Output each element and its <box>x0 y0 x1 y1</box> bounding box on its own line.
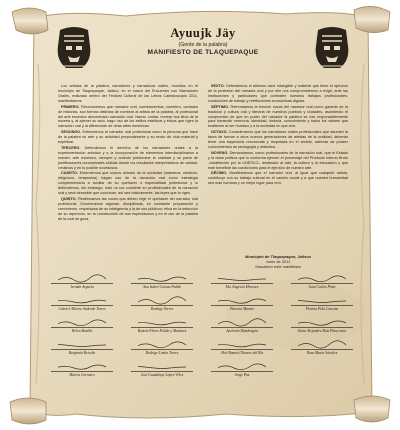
section-text: Consideramos que los narradores orales profesionales que asumen la tarea de formar a otros nuevos generaciones de artistas de la oralidad, deberán tener una trayectoria reconocida y respetada en el ámbito, además de poseer conocimientos de pedagogía y didáctica. <box>208 130 348 150</box>
signatory-name: Jermán Argueta <box>70 284 94 289</box>
handwritten-signature <box>52 318 112 327</box>
section-paragraph <box>208 151 348 171</box>
signatory-name: Jorge Paz <box>234 372 250 377</box>
handwritten-signature <box>212 318 272 327</box>
section-text: Defendemos el derecho de los narradores orales a la experimentación artística y a la incorporación de elementos interdisciplinarios a nuestro arte escénico, siempre y cuando predomine la oralidad y se parta de justificaciones conceptuales sólidas donde los resultados interpretativos de calidad, creativos y en lo posible novedosos. <box>58 145 199 170</box>
parchment-scroll <box>6 4 394 426</box>
closing-block <box>208 254 348 269</box>
signatory-name: Rosa María Sánchez <box>306 350 338 355</box>
signatory-name: Ana Isabel Cuevas Pulido <box>142 284 182 289</box>
section-text: Refrendamos la función social del narrador oral como garante de la tradición y cultura oral y literaria de nuestros pueblos y ciudades, asumiendo el compromiso de que en poder del narrador la palabra se use responsablemente para transmitir memoria, identidad, historia, conocimiento y todos los valores que enaltecen al ser humano y a la sociedad en que vive. <box>208 104 348 129</box>
left-column <box>58 84 198 223</box>
signatory-name: Abel Ramos Olivares del Río <box>220 350 264 355</box>
tribal-face-logo-icon <box>312 26 352 72</box>
signatory-name: Beatriz Flores Pulido y Martinez <box>137 328 187 333</box>
signatory-name: Rodrigo Torres <box>150 306 174 311</box>
handwritten-signature <box>132 318 192 327</box>
section-text: Reconocemos que narrador oral, cuentacuentos, cuentero, contador de historias, son formas distintas de nombrar al artista de la palabra, al profesional del arte escénico denominado narración oral. Narrar, contar, recrear nos lleva de la escena y, al ejercer su acto, hago uso de los estilos estéticos y éticos que rigen la narración oral y la diferencian de otras artes escénicas. <box>58 104 198 129</box>
signatory-name: José Guadalupe López Vélez <box>140 372 184 377</box>
signature <box>44 274 120 292</box>
handwritten-signature <box>292 274 352 283</box>
section-paragraph <box>58 197 198 222</box>
section-label: CUARTO. <box>61 171 79 176</box>
signature <box>284 318 360 336</box>
handwritten-signature <box>52 274 112 283</box>
section-label: TERCERO. <box>61 145 81 150</box>
signature <box>124 340 200 358</box>
handwritten-signature <box>52 362 112 371</box>
handwritten-signature <box>212 274 272 283</box>
signatory-name: Ma. Eugenia Meneses <box>225 284 259 289</box>
section-paragraph <box>58 130 198 145</box>
closing-date: Junio de 2011 <box>265 259 291 264</box>
section-label: PRIMERO. <box>61 104 80 109</box>
signature <box>44 340 120 358</box>
section-text: Manifestamos que el narrador oral, al igual que cualquier artista, contribuye con su trabajo cultural en el cambio social y a que nuestra humanidad sea más humana y un mejor lugar para vivir. <box>208 171 348 186</box>
signatory-name: Marcia Carrasco <box>69 372 95 377</box>
section-label: OCTAVO. <box>211 130 228 135</box>
signature <box>284 296 360 314</box>
handwritten-signature <box>292 318 352 327</box>
signatory-name: Florina Piña Cancino <box>305 306 339 311</box>
section-paragraph <box>208 84 348 104</box>
signature <box>284 340 360 358</box>
section-label: QUINTO. <box>61 196 77 201</box>
header <box>106 26 300 56</box>
signatory-name: Patricia Mantes <box>230 306 254 311</box>
section-paragraph <box>208 130 348 150</box>
handwritten-signature <box>212 362 272 371</box>
section-paragraph <box>58 105 198 130</box>
handwritten-signature <box>212 296 272 305</box>
signature <box>204 274 280 292</box>
signatory-name: Apolonio Mandragón <box>226 328 258 333</box>
manifest-heading: MANIFIESTO DE TLAQUEPAQUE <box>147 49 259 56</box>
section-label: SEXTO. <box>211 84 225 88</box>
handwritten-signature <box>292 340 352 349</box>
signature <box>284 274 360 292</box>
handwritten-signature <box>132 340 192 349</box>
signatory-name: Zaira Alejandra Ruiz Plascencia <box>297 328 347 333</box>
handwritten-signature <box>212 340 272 349</box>
section-text: Demandamos, como profesionales de la narración oral, que el Estado y la clase política que lo conforma ejercen el porcentaje del Producto Interno Bruto –establecido por la UNESCO– destinado al arte, la cultura y la educación y que este beneficie las condiciones para el ejercicio de nuestro arte. <box>208 150 348 170</box>
section-label: SÉPTIMO. <box>211 104 229 109</box>
handwritten-signature <box>132 274 192 283</box>
signature <box>44 296 120 314</box>
intro-paragraph: Los artistas de la palabra, narradores y narradoras orales, reunidos en el municipio de Tlaquepaque, Jalisco, en el marco del Encuentro con Narradores Orales, realizado dentro del Festival Cultural de las Letras Caleidoscopio 2011, manifestamos: <box>58 84 198 103</box>
closing-city: Municipio de Tlaquepaque, Jalisco <box>244 254 311 259</box>
section-text: Entendemos que somos actores de la sociedad (maestros, médicos, religiosos, terapeutas) hagan uso de la narración oral como estrategia complementaria a auxiliar de su quehacer o especialidad profesional y lo defendemos, sin embargo, esto no los convierte en profesionales de la narración oral y será deseable que conozcan, así sea básicamente, las leyes que la rigen. <box>58 171 199 196</box>
handwritten-signature <box>292 296 352 305</box>
section-paragraph <box>208 105 348 130</box>
section-text: Entendemos al narrador oral profesional como la persona que hace de la palabra su arte y su actividad preponderante y su modo de vida material y espiritual. <box>58 130 198 145</box>
handwritten-signature <box>132 362 192 371</box>
handwritten-signature <box>52 340 112 349</box>
document-subtitle: (Gente de la palabra) <box>178 42 228 48</box>
signature <box>124 296 200 314</box>
signature <box>124 274 200 292</box>
section-label: SEGUNDO. <box>61 130 82 135</box>
signatory-name: Benjamín Briseño <box>68 350 96 355</box>
signature <box>204 340 280 358</box>
closing-suscriben: Suscriben este manifiesto <box>255 264 301 269</box>
section-paragraph <box>208 171 348 186</box>
section-text: Reafirmamos las voces que deben regir el quehacer del narrador oral profesional. Enumeramos algunas: disciplinada, en constante preparación y crecimiento, respetuosa de su inteligencia y la de sus públicos; ética en la selección de su repertorio, en la construcción de sus espectáculos y en el uso de la palabra de la cual se goza. <box>58 196 199 221</box>
tribal-face-logo-icon <box>54 26 94 72</box>
signatory-name: Rodrigo Limón Torres <box>145 350 179 355</box>
signature <box>124 318 200 336</box>
document-title: Ayuujk Jäy <box>170 26 236 40</box>
signature <box>204 362 280 380</box>
signature <box>204 318 280 336</box>
signature <box>124 362 200 380</box>
signatures-block <box>44 274 364 414</box>
section-paragraph <box>58 146 198 171</box>
signature <box>44 318 120 336</box>
section-text: Defendemos el altísimo valor intangible y material que tiene el ejercicio de la profesión del narrador oral y por ello nos comprometemos a exigir, ante las instituciones y particulares que contraten nuestros trabajos profesionales, condiciones de trabajo y retribuciones económicas dignas. <box>208 84 348 103</box>
signatory-name: Juan Carlos Pinto <box>308 284 336 289</box>
section-paragraph <box>58 171 198 196</box>
signature <box>44 362 120 380</box>
section-label: DÉCIMO. <box>211 171 228 176</box>
handwritten-signature <box>132 296 192 305</box>
signatory-name: Helen Bonilla <box>71 328 93 333</box>
right-column <box>208 84 348 187</box>
section-label: NOVENO. <box>211 150 229 155</box>
signatory-name: Gabriel Alberto Andrade Torres <box>58 306 106 311</box>
signature <box>204 296 280 314</box>
manifesto-content <box>58 24 348 419</box>
handwritten-signature <box>52 296 112 305</box>
